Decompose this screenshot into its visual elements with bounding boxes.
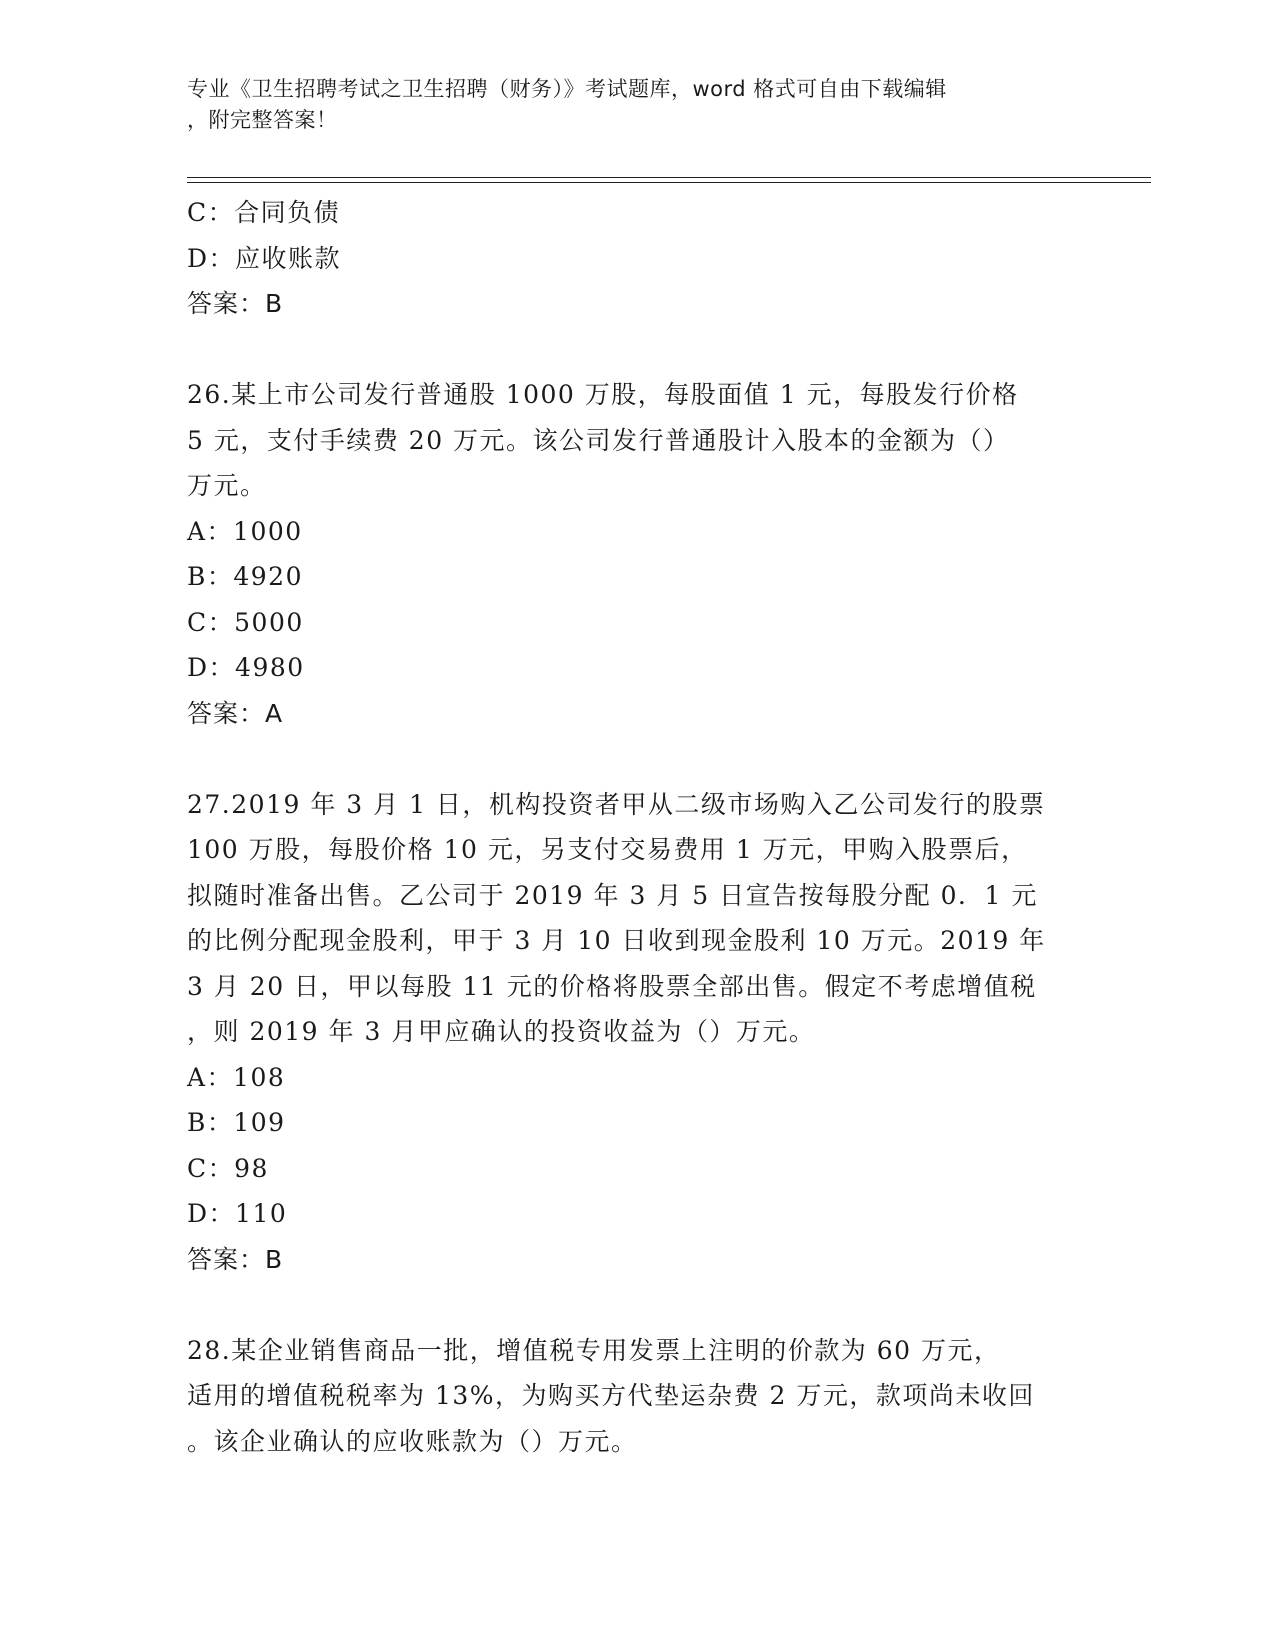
question-stem-line: 。该企业确认的应收账款为（）万元。 <box>187 1426 638 1456</box>
question-25-tail <box>187 190 1117 327</box>
answer-line: 答案：B <box>187 289 284 318</box>
option-d: D：4980 <box>187 653 305 682</box>
question-gap <box>187 327 1117 373</box>
answer-line: 答案：B <box>187 1244 284 1274</box>
question-stem-line: ，则 2019 年 3 月甲应确认的投资收益为（）万元。 <box>187 1017 816 1046</box>
question-stem-line: 适用的增值税税率为 13%，为购买方代垫运杂费 2 万元，款项尚未收回 <box>187 1381 1035 1410</box>
question-gap <box>187 736 1117 782</box>
option-a: A：108 <box>187 1062 286 1092</box>
answer-line: 答案：A <box>187 698 284 728</box>
question-stem-line: 100 万股，每股价格 10 元，另支付交易费用 1 万元，甲购入股票后， <box>187 835 1028 864</box>
document-header <box>187 74 1087 136</box>
option-a: A：1000 <box>187 516 303 546</box>
question-28 <box>187 1328 1117 1465</box>
option-c: C：5000 <box>187 607 304 637</box>
question-stem-line: 的比例分配现金股利，甲于 3 月 10 日收到现金股利 10 万元。2019 年 <box>187 926 1046 955</box>
option-c: C：98 <box>187 1153 269 1183</box>
document-body <box>187 190 1117 1464</box>
header-rule-bottom <box>187 182 1151 183</box>
option-b: B：4920 <box>187 562 303 591</box>
option-c: C：合同负债 <box>187 198 341 227</box>
question-stem-line: 27.2019 年 3 月 1 日，机构投资者甲从二级市场购入乙公司发行的股票 <box>187 789 1046 819</box>
question-gap <box>187 1282 1117 1328</box>
question-stem-line: 5 元，支付手续费 20 万元。该公司发行普通股计入股本的金额为（） <box>187 425 1010 455</box>
header-line-2: ，附完整答案！ <box>187 108 338 132</box>
header-line-1: 专业《卫生招聘考试之卫生招聘（财务）》考试题库，word 格式可自由下载编辑 <box>187 77 947 101</box>
question-26 <box>187 372 1117 736</box>
question-27 <box>187 782 1117 1283</box>
header-rule-top <box>187 177 1151 178</box>
option-b: B：109 <box>187 1108 286 1137</box>
question-stem-line: 万元。 <box>187 471 267 500</box>
question-stem-line: 拟随时准备出售。乙公司于 2019 年 3 月 5 日宣告按每股分配 0．1 元 <box>187 880 1038 910</box>
option-d: D：应收账款 <box>187 243 342 273</box>
question-stem-line: 3 月 20 日，甲以每股 11 元的价格将股票全部出售。假定不考虑增值税 <box>187 971 1037 1001</box>
question-stem-line: 26.某上市公司发行普通股 1000 万股，每股面值 1 元，每股发行价格 <box>187 380 1019 409</box>
question-stem-line: 28.某企业销售商品一批，增值税专用发票上注明的价款为 60 万元， <box>187 1335 1001 1365</box>
option-d: D：110 <box>187 1199 288 1228</box>
